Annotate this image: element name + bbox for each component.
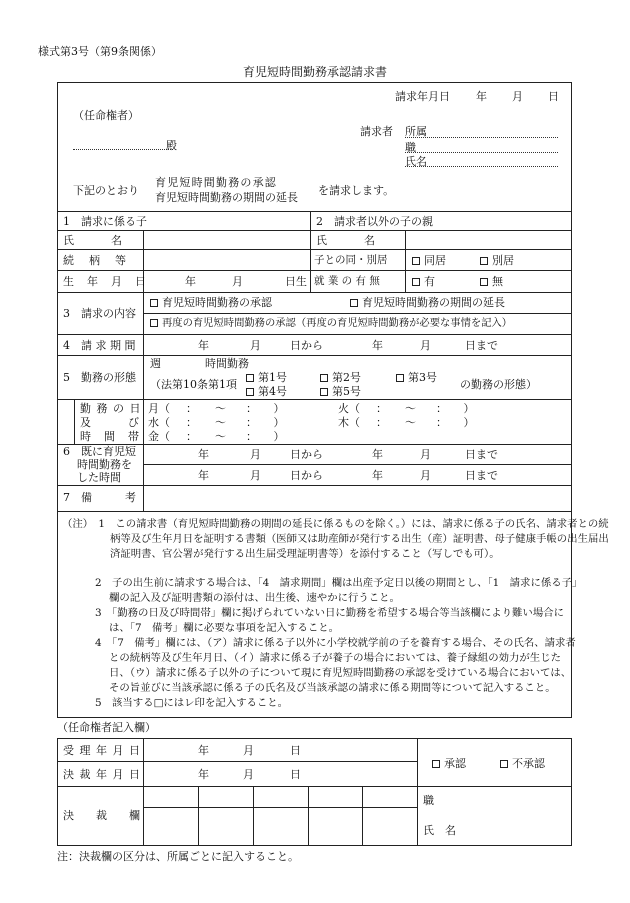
period-from: 日から	[290, 339, 323, 352]
approve-checkbox[interactable]	[432, 760, 440, 768]
approver-position-label: 職	[423, 794, 434, 807]
birth-month: 月	[232, 275, 243, 288]
prior-work-label: 6 既に育児短	[63, 445, 136, 458]
appointer-name-field[interactable]	[73, 149, 173, 150]
thursday-row[interactable]: 木（ ： 〜 ： ）	[338, 416, 475, 429]
employed-option[interactable]: 有	[412, 276, 435, 287]
decision-date-label: 決 裁 年 月 日	[63, 768, 141, 781]
approver-name-label: 氏 名	[423, 824, 456, 837]
content-extension-option[interactable]: 育児短時間勤務の期間の延長	[350, 297, 505, 308]
request-text: を請求します。	[318, 184, 395, 197]
position-label: 職	[405, 141, 416, 154]
footer-note: 注：決裁欄の区分は、所属ごとに記入すること。	[57, 850, 299, 863]
cohabit-checkbox[interactable]	[412, 257, 420, 265]
month-label: 月	[512, 90, 523, 103]
item1-checkbox[interactable]	[246, 374, 254, 382]
option-approval: 育児短時間勤務の承認	[155, 176, 277, 189]
day-label: 日	[548, 90, 559, 103]
request-content-label: 3 請求の内容	[63, 307, 136, 320]
content-approval-checkbox[interactable]	[150, 299, 158, 307]
law-ref: （法第10条第1項	[150, 378, 237, 391]
work-form-suffix: の勤務の形態）	[460, 378, 537, 391]
page-title: 育児短時間勤務承認請求書	[242, 65, 387, 79]
separate-checkbox[interactable]	[480, 257, 488, 265]
work-form-label: 5 勤務の形態	[63, 371, 136, 384]
name-field[interactable]	[405, 166, 558, 167]
item2-checkbox[interactable]	[320, 374, 328, 382]
timeslot-label: 時 間 帯	[80, 430, 140, 443]
affiliation-field[interactable]	[405, 137, 558, 138]
cohabit-option[interactable]: 同居	[412, 255, 446, 266]
week-label: 週	[150, 357, 161, 370]
receipt-date-label: 受 理 年 月 日	[63, 744, 141, 757]
content-extension-checkbox[interactable]	[350, 299, 358, 307]
form-number: 様式第3号（第9条関係）	[38, 45, 162, 58]
name-label: 氏名	[405, 155, 427, 168]
note-2: 2 子の出生前に請求する場合は、「4 請求期間」欄は出産予定日以後の期間とし、「1 請求に係る子」欄の記入及び証明書類の添付は、出生後、速やかに行うこと。	[95, 577, 578, 604]
monday-row[interactable]: 月（ ： 〜 ： ）	[148, 402, 285, 415]
note-3: 3 「勤務の日及び時間帯」欄に掲げられていない日に勤務を希望する場合等当該欄により難い場合には、「7 備考」欄に必要な事項を記入すること。	[95, 607, 564, 634]
requester-label: 請求者	[360, 125, 393, 138]
item5-checkbox[interactable]	[320, 388, 328, 396]
cohabitation-label: 子との同・別居	[314, 254, 388, 266]
note-1: （注） 1 この請求書（育児短時間勤務の期間の延長に係るものを除く。）には、請求に係る子の氏名、請求者との続柄等及び生年月日を証明する書類（医師又は助産師が発行する出生（産）証明書、母子健康手帳の出生届出済証明書、官公署が発行する出生届受理証明書等）を添付すること（写しでも可）。	[62, 518, 609, 560]
item4-checkbox[interactable]	[246, 388, 254, 396]
employed-checkbox[interactable]	[412, 278, 420, 286]
friday-row[interactable]: 金（ ： 〜 ： ）	[148, 430, 285, 443]
item3-checkbox[interactable]	[396, 374, 404, 382]
period-to: 日まで	[465, 339, 498, 352]
decision-field-label: 決 裁 欄	[63, 809, 140, 822]
wednesday-row[interactable]: 水（ ： 〜 ： ）	[148, 416, 285, 429]
following-text: 下記のとおり	[73, 184, 139, 197]
year-label: 年	[476, 90, 487, 103]
section-other-parent: 2 請求者以外の子の親	[316, 215, 433, 228]
dono-label: 殿	[166, 139, 177, 152]
unemployed-option[interactable]: 無	[480, 276, 503, 287]
relationship-label: 続 柄 等	[63, 254, 128, 267]
content-reapproval-option[interactable]: 再度の育児短時間勤務の承認（再度の育児短時間勤務が必要な事情を記入）	[150, 318, 512, 328]
prior-work-label-3: した時間	[77, 471, 121, 484]
unemployed-checkbox[interactable]	[480, 278, 488, 286]
approve-option[interactable]: 承認	[432, 758, 466, 769]
tuesday-row[interactable]: 火（ ： 〜 ： ）	[338, 402, 475, 415]
prior-work-label-2: 時間勤務を	[77, 458, 132, 471]
content-reapproval-checkbox[interactable]	[150, 319, 158, 327]
content-approval-option[interactable]: 育児短時間勤務の承認	[150, 297, 272, 308]
request-date-label: 請求年月日	[395, 90, 450, 103]
birthdate-label: 生 年 月 日	[63, 275, 147, 288]
section-child: 1 請求に係る子	[63, 215, 147, 228]
child-name-label: 氏 名	[63, 234, 123, 247]
affiliation-label: 所属	[405, 125, 427, 138]
separate-option[interactable]: 別居	[480, 255, 514, 266]
note-4: 4 「7 備考」欄には、（ア）請求に係る子以外に小学校就学前の子を養育する場合、その氏名、請求者との続柄等及び生年月日、（イ）請求に係る子が養子の場合においては、養子縁組の効力が生じた日、（ウ）請求に係る子以外の子について現に育児短時間勤務の承認を受けている場合においては、その旨並びに当該承認に係る子の氏名及び当該承認の請求に係る期間等について記入すること。	[95, 637, 576, 694]
note-5: 5 該当する□にはレ印を記入すること。	[95, 697, 289, 709]
appointer-label: （任命権者）	[73, 109, 139, 122]
option-extension: 育児短時間勤務の期間の延長	[155, 191, 298, 204]
request-period-label: 4 請 求 期 間	[63, 339, 136, 352]
reject-checkbox[interactable]	[500, 760, 508, 768]
employment-label: 就 業 の 有 無	[314, 275, 380, 287]
remarks-label: 7 備 考	[63, 491, 136, 504]
and-label: 及 び	[80, 416, 140, 429]
position-field[interactable]	[405, 152, 558, 153]
parent-name-label: 氏 名	[316, 234, 376, 247]
workday-label: 勤 務 の 日	[80, 402, 142, 415]
reject-option[interactable]: 不承認	[500, 758, 545, 769]
appointer-section-title: （任命権者記入欄）	[57, 721, 156, 734]
birth-year: 年	[185, 275, 196, 288]
hours-work-label: 時間勤務	[205, 357, 249, 370]
